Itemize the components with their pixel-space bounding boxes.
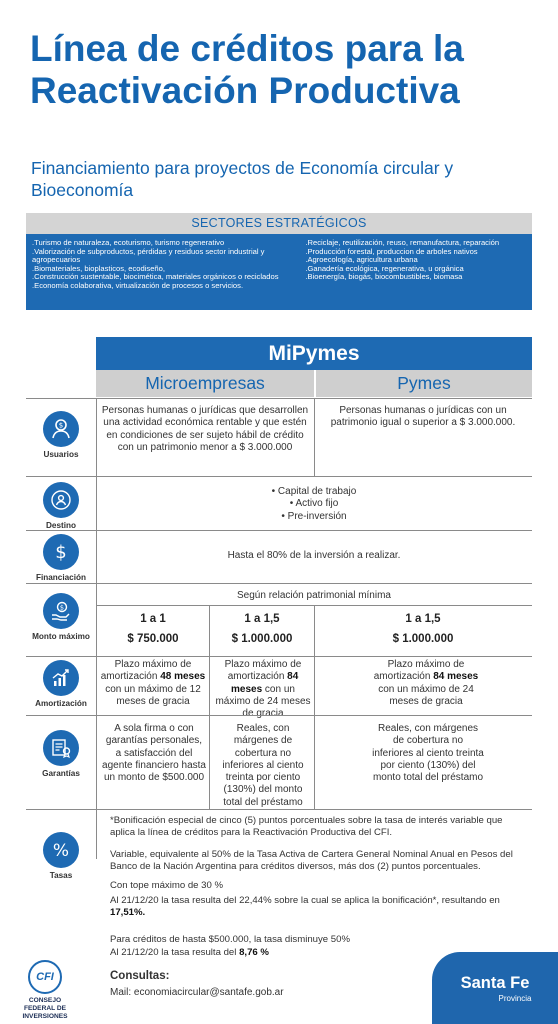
pymes-header: Pymes xyxy=(316,370,532,397)
row-garantias xyxy=(26,715,532,809)
monto-ratio-micro: 1 a 1 xyxy=(140,613,166,625)
row-monto xyxy=(26,583,532,656)
certificate-icon xyxy=(43,730,79,766)
destino-item: • Pre-inversión xyxy=(281,510,347,522)
tasas-resultado-2: Al 21/12/20 la tasa resulta del 8,76 % xyxy=(110,947,269,958)
cfi-name: CONSEJO FEDERAL DE INVERSIONES xyxy=(22,997,68,1020)
sectores-panel xyxy=(26,213,532,310)
santafe-provincia: Provincia xyxy=(498,994,532,1003)
row-label: Destino xyxy=(45,521,77,530)
page-subtitle: Financiamiento para proyectos de Economía circular y Bioeconomía xyxy=(31,158,454,200)
row-usuarios xyxy=(26,398,532,476)
destino-item: • Capital de trabajo xyxy=(271,486,357,497)
svg-text:$: $ xyxy=(55,542,67,563)
money-hand-icon xyxy=(43,593,79,629)
destino-item: • Activo fijo xyxy=(289,498,339,510)
row-label: Usuarios xyxy=(43,450,79,459)
row-label: Garantías xyxy=(42,769,80,778)
percent-icon xyxy=(43,832,79,868)
sectores-right-list xyxy=(305,239,526,291)
sector-item: . Construcción sustentable, biocimética, materiales orgánicos o reciclados xyxy=(32,273,299,282)
sectores-left-list xyxy=(32,239,305,291)
amortizacion-pymes: Plazo máximo de amortización 84 meses con un máximo de 24 meses de gracia xyxy=(373,659,479,707)
garantias-micro: A sola firma o con garantías personales, a satisfacción del agente financiero hasta un monto de $500.000 xyxy=(102,723,206,784)
monto-header: Según relación patrimonial mínima xyxy=(237,590,391,601)
tasas-bonificacion: *Bonificación especial de cinco (5) puntos porcentuales sobre la tasa de interés variable que aplica la línea de créditos para la Reactivación Productiva del CFI. xyxy=(110,815,503,839)
row-label: Tasas xyxy=(49,871,73,880)
target-people-icon xyxy=(43,482,79,518)
monto-ratio-pymes: 1 a 1,5 xyxy=(405,613,441,625)
consultas-label: Consultas: xyxy=(110,970,170,982)
row-destino xyxy=(26,476,532,530)
sector-item: . Agroecología, agricultura urbana xyxy=(305,256,526,265)
row-label: Amortización xyxy=(35,699,87,708)
usuarios-pymes: Personas humanas o jurídicas con un patrimonio igual o superior a $ 3.000.000. xyxy=(330,405,516,429)
monto-amount-micro-2: $ 1.000.000 xyxy=(231,633,293,645)
user-dollar-icon xyxy=(43,411,79,447)
sector-item: . Economía colaborativa, virtualización de procesos o servicios. xyxy=(32,282,299,291)
tasas-disminuye: Para créditos de hasta $500.000, la tasa disminuye 50% xyxy=(110,934,350,945)
santafe-logo xyxy=(432,952,558,1024)
mipymes-header: MiPymes xyxy=(96,337,532,370)
sector-item: . Bioenergía, biogás, biocombustibles, biomasa xyxy=(305,273,526,282)
usuarios-micro: Personas humanas o jurídicas que desarrollen una actividad económica rentable y que estén en condiciones de ser sujeto hábil de crédito con un patrimonio menor a $ 3.000.000 xyxy=(101,405,309,453)
sector-item: . Valorización de subproductos, pérdidas y residuos sector industrial y agropecuarios xyxy=(32,248,299,265)
sectores-heading: SECTORES ESTRATÉGICOS xyxy=(26,213,532,234)
tasas-resultado: Al 21/12/20 la tasa resulta del 22,44% sobre la cual se aplica la bonificación*, resultando en 17,51%. xyxy=(110,895,500,919)
cfi-emblem: CFI xyxy=(28,960,62,994)
growth-chart-icon xyxy=(43,660,79,696)
tasas-tope: Con tope máximo de 30 % xyxy=(110,880,224,891)
svg-text:%: % xyxy=(52,841,70,861)
row-amortizacion xyxy=(26,656,532,720)
sector-item: . Ganadería ecológica, regenerativa, u orgánica xyxy=(305,265,526,274)
page-title: Línea de créditos para la Reactivación Productiva xyxy=(30,28,464,111)
amortizacion-micro: Plazo máximo de amortización 48 meses con un máximo de 12 meses de gracia xyxy=(100,659,206,707)
tasas-variable: Variable, equivalente al 50% de la Tasa Activa de Cartera General Nominal Anual en Pesos del Banco de la Nación Argentina para créditos diversos, más dos (2) puntos porcentuales. xyxy=(110,849,513,873)
svg-text:$: $ xyxy=(59,603,65,612)
santafe-name: Santa Fe xyxy=(460,974,530,992)
sector-item: . Reciclaje, reutilización, reuso, remanufactura, reparación xyxy=(305,239,526,248)
dollar-icon xyxy=(43,534,79,570)
contact-email[interactable]: Mail: economiacircular@santafe.gob.ar xyxy=(110,987,284,998)
svg-text:$: $ xyxy=(58,421,64,430)
monto-ratio-micro-2: 1 a 1,5 xyxy=(244,613,280,625)
monto-amount-pymes: $ 1.000.000 xyxy=(392,633,454,645)
financiacion-text: Hasta el 80% de la inversión a realizar. xyxy=(227,550,401,561)
sector-item: . Biomateriales, bioplasticos, ecodiseño, xyxy=(32,265,299,274)
cfi-logo xyxy=(14,960,76,1021)
sector-item: . Producción forestal, produccion de arboles nativos xyxy=(305,248,526,257)
row-label: Financiación xyxy=(35,573,87,582)
garantias-micro-2: Reales, con márgenes de cobertura no inferiores al ciento treinta por ciento (130%) del monto total del préstamo xyxy=(222,723,304,808)
row-label: Monto máximo xyxy=(32,632,90,641)
amortizacion-micro-2: Plazo máximo de amortización 84 meses con un máximo de 24 meses de gracia xyxy=(215,659,311,720)
destino-list xyxy=(100,486,528,523)
sector-item: . Turismo de naturaleza, ecoturismo, turismo regenerativo xyxy=(32,239,299,248)
monto-amount-micro: $ 750.000 xyxy=(127,633,179,645)
row-financiacion xyxy=(26,530,532,583)
garantias-pymes: Reales, con márgenes de cobertura no inferiores al ciento treinta por ciento (130%) del monto total del préstamo xyxy=(372,723,484,784)
microempresas-header: Microempresas xyxy=(96,370,314,397)
